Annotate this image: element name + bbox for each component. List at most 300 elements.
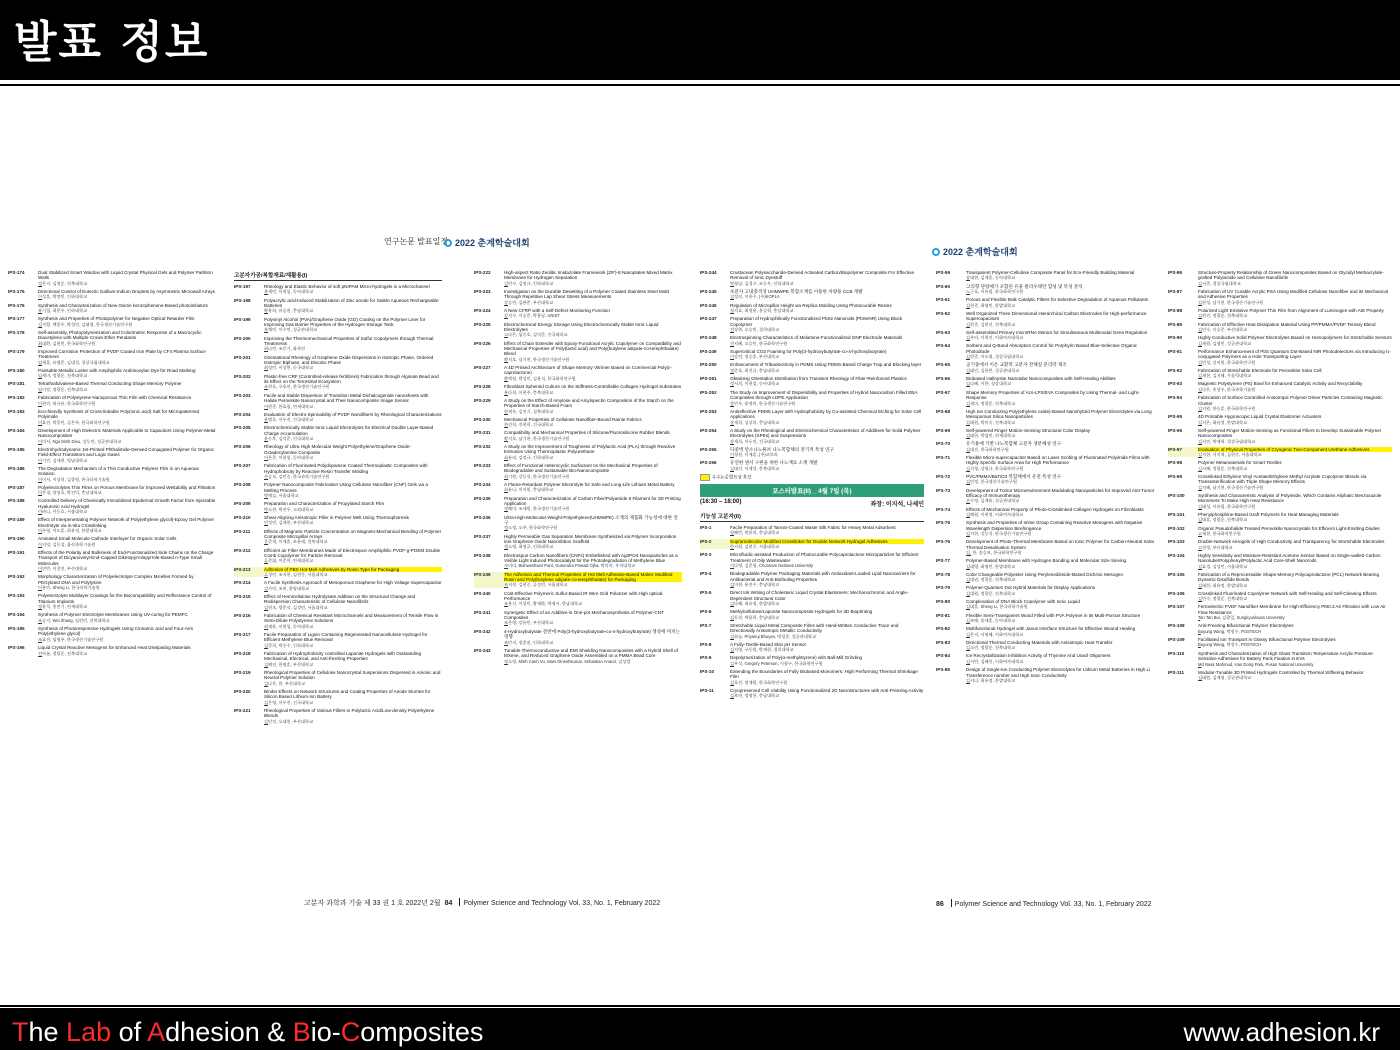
schedule-entry xyxy=(474,553,682,569)
schedule-entry xyxy=(936,311,1160,327)
entry-title: 유기용매 기반 나노복합체 고분자 생분해성 연구 xyxy=(966,441,1062,447)
entry-code: IPS-8 xyxy=(700,641,712,647)
entry-title: Multifunctional Hydrogel with Janus Interface Structure for Effective Wound Healing xyxy=(966,626,1136,632)
schedule-entry xyxy=(700,609,924,620)
entry-authors: 이청원, 이재훈, (주)코브라 xyxy=(730,452,778,458)
entry-code: IPS-227 xyxy=(474,365,491,371)
entry-authors: 이은경, 양성호, 박진덕, 충남대학교 xyxy=(38,490,102,496)
entry-title: Fibroblast Spheroid Culture on the Stiffness-Controllable Collagen Hydrogel Substrates xyxy=(504,384,682,390)
entry-authors: 최유나, 이지원, 충남대학교 xyxy=(504,487,554,493)
entry-authors: 김하늘, Priyanuj Bhuyan, 박성준, 성균관대학교 xyxy=(730,633,817,639)
entry-authors: 고재현, 한국화학연구원 xyxy=(1198,531,1241,536)
entry-authors: 박형남, 김경구, 조동우, 인하대학교 xyxy=(730,280,794,286)
entry-title: Modular-Tunable 3D Printed Hydrogels Controlled by Thermal Stiffening Behavior xyxy=(1198,669,1364,675)
schedule-entry xyxy=(474,534,682,550)
entry-code: IPS-221 xyxy=(234,707,251,713)
entry-code: IPS-212 xyxy=(234,547,251,553)
entry-authors: 김지현, 강동석, 한국생산기술연구원 xyxy=(966,531,1032,536)
entry-title: Electrohydrodynamic Jet-Printed Phthalimide-Derived Conjugated Polymer for Organic Field-Effect Transistors and Logic Gates xyxy=(38,446,214,458)
schedule-entry xyxy=(474,322,682,338)
entry-authors: 김태한, 최유정, 한밭대학교 xyxy=(1198,582,1248,588)
entry-title: Polymer-Quantum Dot Hybrid Materials for Display Applications xyxy=(966,585,1095,591)
schedule-entry xyxy=(8,368,216,379)
entry-authors: 진지혜, 오승민, 한국화학연구원 xyxy=(730,340,788,346)
entry-code: IPS-96 xyxy=(1168,427,1183,433)
entry-code: IPS-186 xyxy=(8,465,25,471)
entry-title: Effect of Interpenetrating Polymer Network of Poly(ethylene glycol)-Epoxy Gel Polymer Electrolyte via in-situ Crosslinking xyxy=(38,517,215,528)
entry-authors: 김지원, 한동훈, 한국화학연구원 xyxy=(1198,405,1256,411)
entry-title: Self-powered Finger Motion-Sensing as Functional Fillers to Develop Sustainable Polymer Nanocomposites xyxy=(1198,427,1382,439)
entry-code: IPS-206 xyxy=(234,444,251,450)
entry-authors: Md Nasir Mahmud, Han Dong Park, Pusan National University xyxy=(1198,661,1314,667)
schedule-entry xyxy=(936,488,1160,504)
highlighted-entry xyxy=(1168,447,1392,458)
entry-code: IPS-78 xyxy=(936,571,951,577)
entry-code: IPS-178 xyxy=(8,329,25,335)
schedule-entry xyxy=(8,536,216,547)
entry-title: Polyelectrolyte Multilayer Coatings for the Biocompatibility and Reflectance Control of Titanium Implants xyxy=(38,593,212,604)
entry-authors: 최나린, 조문기, 화학연 xyxy=(264,346,306,352)
entry-authors: 한선희, 진현희, 건국대학교 xyxy=(504,422,554,428)
schedule-entry xyxy=(234,708,442,724)
entry-authors: 김민정, 한국생산기술연구원 xyxy=(966,479,1017,485)
entry-code: IPS-184 xyxy=(8,427,25,433)
schedule-entry xyxy=(234,594,442,610)
entry-title: Performance Enhancement of PbS Quantum Dot-Based NIR Photodetectors via Introducing π-conjugated Polymers as a Hole Transporting Layer xyxy=(1198,348,1391,360)
entry-title: Improving the Thermomechanical Properties of Sulfur Copolymers through Thermal Treatments xyxy=(264,335,434,347)
entry-code: IPS-211 xyxy=(234,528,251,534)
schedule-entry xyxy=(474,591,682,607)
entry-title: Facile Preparation of Lignin Containing Regenerated Nanocellulose Hydrogel for Efficient Methylene Blue Removal xyxy=(264,631,428,643)
entry-authors: 정지효, 최정윤, 홍승혁, 충남대학교 xyxy=(730,308,794,314)
entry-title: Synthesis of Photoresponsive Hydrogels Using Cinnamic acid and Four-Arm Poly(ethylene glycol) xyxy=(38,626,194,637)
entry-authors: 이효진, 박종민, 김은주, 한국화학연구원 xyxy=(38,419,110,425)
entry-title: Evaluation of Electro-Spinnability of PVDF Nanofibers by Rheological Characterizations xyxy=(264,411,442,417)
schedule-entry xyxy=(8,303,216,314)
entry-authors: Buyung Wang, 박정수, POSTECH xyxy=(1198,628,1262,634)
entry-code: IPS-98 xyxy=(1168,460,1183,466)
entry-code: IPS-181 xyxy=(8,381,25,387)
entry-authors: 임이장, 정광운, 전북대학교 xyxy=(38,386,88,392)
entry-title: Rheology and Elastic Behavior of soft pNIPAM Micro-hydrogels in a Microchannel xyxy=(264,284,430,289)
entry-authors: 김나은, 한, 부산대학교 xyxy=(264,680,306,686)
entry-code: IPS-210 xyxy=(234,514,251,520)
entry-code: IPS-85 xyxy=(936,667,951,673)
entry-authors: 김대진, 한국화학연구원 xyxy=(966,446,1009,452)
schedule-entry xyxy=(1168,526,1392,537)
entry-title: Self-powered Finger Motion-Sensing Structural Color Display xyxy=(966,427,1091,433)
entry-code: IPS-193 xyxy=(8,593,25,599)
journal-page-right xyxy=(930,230,1396,920)
entry-title: Supercritical CO2 Foaming for Poly(3-hydroxybutyrate-co-4-hydroxybutyrate) xyxy=(730,348,887,354)
entry-authors: 최재윤, 이현섭, 동아대학교 xyxy=(264,623,314,629)
schedule-entry xyxy=(1168,381,1392,392)
entry-code: IPS-196 xyxy=(8,645,25,651)
schedule-entry xyxy=(936,330,1160,341)
entry-code: IPS-232 xyxy=(474,443,491,449)
entry-title: 초분자 고내충격성 UHMWPE 복합소재를 이용한 차량용 CCB 개발 xyxy=(730,289,863,295)
poster-session-bar: 포스터발표(II) _ 4월 7일 (목) xyxy=(700,484,924,497)
entry-code: IPS-251 xyxy=(700,376,717,382)
schedule-entry xyxy=(936,640,1160,651)
schedule-entry xyxy=(8,593,216,609)
footer-rule xyxy=(0,1005,1400,1007)
entry-authors: 고다은, 임동호, 김덕준, 건국대학교 xyxy=(504,332,568,338)
schedule-entry xyxy=(1168,572,1392,588)
entry-code: IPS-252 xyxy=(700,389,717,395)
schedule-entry xyxy=(936,520,1160,536)
entry-authors: 문준혁, 이재훈, 조용래, 전북대학교 xyxy=(264,539,328,545)
entry-title: Structure-Property Relationship of Green Nanocomposites Based on Glycidyl Methacrylate-grafted Polylactide and Cellulose Nanofibrils xyxy=(1198,270,1384,281)
circle-bullet-icon xyxy=(444,239,452,247)
entry-authors: 조은영, 강유민, 부산대학교 xyxy=(504,620,554,626)
page-footer: 86 Polymer Science and Technology Vol. 33, No. 1, February 2022 xyxy=(936,901,1152,908)
entry-code: IPS-228 xyxy=(474,384,491,390)
schedule-entry xyxy=(936,558,1160,569)
entry-title: Crustacean Polysaccharide-Derived Activated Carbon/Biopolymer Composite For Effective Removal of Ionic Dyestuff xyxy=(730,270,915,281)
entry-title: 공기중에서 이온 교환막 고분자 전해질 분리막 제조 xyxy=(966,362,1067,368)
entry-code: IPS-107 xyxy=(1168,604,1185,610)
entry-code: IPS-101 xyxy=(1168,511,1185,517)
entry-code: IPS-198 xyxy=(234,297,251,303)
schedule-entry xyxy=(1168,414,1392,425)
entry-title: Fabrication of Fluorinated Polydopamine Coated Thermoplastic Composites with Hydrophobicity by Reactive Resin Transfer Molding xyxy=(264,463,428,474)
schedule-entry xyxy=(700,447,924,458)
entry-code: IPS-239 xyxy=(474,572,504,588)
entry-title: Effect of Chain Extender with Epoxy-Functional Acrylic Copolymer on Compatibility and Mechanical Properties of Poly(lactic acid) and Poly(butylene adipate-co-terephthalate) Blend xyxy=(504,340,681,357)
schedule-entry xyxy=(700,335,924,346)
entry-title: Polymer Nanocomposite Fabrication Using Cellulose Nanofiber (CNF) Gels via a Melting Process xyxy=(264,482,428,493)
entry-code: IPS-10 xyxy=(700,669,715,675)
entry-authors: 김세원, 김영민, 성균관대학교 xyxy=(1198,340,1252,346)
entry-code: IPS-190 xyxy=(8,536,25,542)
entry-authors: 조용신, 이성민, 황재환, 박재서, 한남대학교 xyxy=(504,601,583,607)
schedule-entry xyxy=(8,626,216,642)
conference-heading: 2022 춘계학술대회 xyxy=(444,236,530,249)
schedule-entry xyxy=(474,289,682,305)
entry-code: IPS-97 xyxy=(1168,447,1198,458)
entry-code: IPS-215 xyxy=(234,593,251,599)
entry-title: Adhesion of PBS Hot-Melt Adhesives by Rosin Type for Packaging xyxy=(264,567,442,572)
entry-title: Orientational Rheology of Graphene Oxide Dispersions in Isotropic Phase, Ordered Isotropic Biphase, and Discotic Phase xyxy=(264,354,434,366)
entry-authors: 김주아, 이혁진, 이화여자대학교 xyxy=(966,335,1024,341)
schedule-entry xyxy=(8,517,216,533)
entry-authors: Buyung Wang, 박정수, POSTECH xyxy=(1198,642,1262,648)
schedule-entry xyxy=(474,444,682,460)
entry-code: IPS-90 xyxy=(1168,335,1183,341)
entry-authors: 김가연, 조현, 한양대학교 xyxy=(264,585,310,591)
schedule-entry xyxy=(234,425,442,441)
entry-authors: 이현준, 한효철, 연세대학교 xyxy=(264,403,314,409)
schedule-entry xyxy=(474,308,682,319)
schedule-entry xyxy=(1168,670,1392,681)
entry-title: Highly Sensitivity and Moisture-Resistant Acetone Sensor Based on Single-walled Carbon Nanotube/Polyphenyl/Polylactic Acid Core-Shell Nanorods xyxy=(1198,552,1381,564)
entry-title: Preparation and Characterization of Carbon Fiber/Polyamide 6 Filament for 3D Printing Application xyxy=(504,495,681,506)
entry-title: Rheological Properties of Various Fillers in Polylactic Acid/Low-density Polyethylene Blends xyxy=(264,707,435,719)
schedule-entry xyxy=(1168,539,1392,550)
entry-authors: 고현정, 부산대학교 xyxy=(1198,544,1233,550)
entry-authors: 김현진, 정광운, 전북대학교 xyxy=(1198,313,1248,319)
entry-authors: 김해원, 이현정, 이화여자대학교 xyxy=(966,511,1024,517)
entry-title: The Adhesion and Thermal Properties of Hot Melt Adhesive-Based Maleic Modified Rosin and Poly(butylene adipate-co-terephthalate) for Packaging xyxy=(504,572,682,583)
entry-title: Ferroelectric PVDF Nanofiber Membrane for High-Efficiency PM0.3 Air Filtration with Low Air Flow Resistance xyxy=(1198,604,1386,615)
schedule-entry xyxy=(700,289,924,300)
schedule-entry xyxy=(234,284,442,295)
entry-code: IPS-174 xyxy=(8,270,25,275)
entry-title: Electrospun Carbon Nanofibers (CNFs) Embellished with Ag3PO4 Nanoparticles as a Visible Light Induced Photocatalyst for the Photodegradation of Methylene Blue xyxy=(504,552,678,564)
entry-authors: 김현준, 김현선, 전북대학교 xyxy=(966,321,1016,327)
entry-code: IPS-88 xyxy=(1168,308,1183,314)
entry-authors: 김지혜, 남기현, 한국생산기술연구원 xyxy=(1198,484,1264,490)
entry-title: Rheology of Ultra High Molecular Weight Polyethylene/Graphene Oxide-Octadecylamine Composite xyxy=(264,444,411,455)
schedule-entry xyxy=(8,550,216,571)
entry-code: IPS-246 xyxy=(700,302,717,308)
schedule-entry xyxy=(1168,512,1392,523)
entry-title: Biodegradable Polymer Packaging Materials with Antioxidant-Loaded Lipid Nanocarriers for Antibacterial and Anti-Biofouling Properties xyxy=(730,571,916,582)
entry-title: Polyvinyl Alcohol (PVA)/Graphene Oxide (GO) Coating on the Polymer Liner for Improving Gas Barrier Properties of the Hydrogen Storage Tank xyxy=(264,316,426,328)
entry-code: IPS-109 xyxy=(1168,637,1185,643)
entry-title: Electrochemically Stable Ionic Liquid Electrolytes for Electrical Double Layer-Based Charge Accumulation xyxy=(264,425,434,436)
schedule-entry xyxy=(700,552,924,568)
entry-authors: 이강연, 정승훈, 부산대학교 xyxy=(730,354,780,360)
schedule-column xyxy=(8,270,216,875)
schedule-entry xyxy=(936,284,1160,295)
schedule-entry xyxy=(1168,623,1392,634)
schedule-entry xyxy=(700,669,924,685)
entry-authors: 이기연, 김세현, 영남대학교 xyxy=(38,457,88,463)
section-heading: 고분자가공/복합재료/재활용(I) xyxy=(234,270,442,281)
entry-code: IPS-11 xyxy=(700,688,714,694)
schedule-entry xyxy=(8,428,216,444)
entry-title: Ultra-High-Molecular-Weight-Polyethylene(UHMWPE) 소재의 제품화 가능성에 대한 연구 xyxy=(504,514,678,525)
entry-authors: 한지원, 김현중, 서울대학교 xyxy=(730,543,780,549)
title-banner xyxy=(0,0,1400,80)
entry-code: IPS-229 xyxy=(474,397,491,403)
entry-title: Highly Conductive Solid Polymer Electrolytes Based on Homopolymers for Stretchable Sensors xyxy=(1198,335,1392,341)
schedule-entry xyxy=(8,316,216,327)
entry-authors: 김태성, 이유림, 한국화학연구원 xyxy=(1198,503,1256,509)
schedule-entry xyxy=(474,482,682,493)
entry-authors: 정혜미, 조세원, 한국생산기술연구원 xyxy=(504,506,570,512)
entry-title: Stretchable Liquid Metal Composite Films with Hand-Written Conductive Trace and Directionally Anisotropic Metallic Conductivity xyxy=(730,622,899,634)
schedule-entry xyxy=(700,270,924,286)
entry-authors: 김태인, 김용빈, 성균관대학교 xyxy=(966,367,1020,373)
entry-code: IPS-64 xyxy=(936,343,951,349)
entry-authors: 김소민, 정광운, 전북대학교 xyxy=(966,645,1016,651)
schedule-entry xyxy=(474,398,682,414)
entry-code: IPS-63 xyxy=(936,329,951,335)
entry-code: IPS-195 xyxy=(8,626,25,632)
entry-authors: 정소정, 오주, 한국화학연구원 xyxy=(504,525,558,531)
entry-code: IPS-76 xyxy=(936,539,951,545)
entry-code: IPS-100 xyxy=(1168,492,1185,498)
schedule-entry xyxy=(474,496,682,512)
entry-title: Fabrication of UV Curable Acrylic PSA Using Modified Cellulose Nanofiber and its Mechanical and Adhesive Properties xyxy=(1198,289,1388,300)
journal-page-left xyxy=(4,230,700,920)
entry-title: Synthesis and Properties of Imine Group Containing Reactive Mesogens with Negative Wavelength Dispersion Birefringence xyxy=(966,520,1143,531)
entry-title: Transparent Polymer-Cellulose Composite Panel for Eco-Friendly Building Material xyxy=(966,270,1135,275)
schedule-column xyxy=(474,270,682,875)
entry-title: Anti-Freezing Bifunctional Polymer Electrolytes xyxy=(1198,623,1294,629)
schedule-entry xyxy=(936,343,1160,359)
schedule-entry xyxy=(1168,289,1392,305)
entry-code: IPS-205 xyxy=(234,425,251,431)
entry-title: Self-assembled Primary microRNA Mimics for Simultaneous Multimodal Gene Regulation xyxy=(966,329,1148,335)
entry-authors: 박소현, 박진우, 고려대학교 xyxy=(264,506,314,512)
entry-title: Regulation of Micropillar Height via Replica Molding Using Photocurable Resins xyxy=(730,302,892,308)
entry-authors: 김새미, 정광운, 전북대학교 xyxy=(966,400,1016,406)
entry-title: Polymer Metamaterials for Smart Textiles xyxy=(1198,460,1282,466)
entry-title: Methylcellulose/Laponite Nanocomposite Hydrogels for 3D Bioprinting xyxy=(730,609,873,615)
entry-title: Controlled Delivery of Chemically Immobilized Epidermal Growth Factor from Injectable Hyaluronic Acid Hydrogel xyxy=(38,498,216,509)
entry-title: Sorbent and Q-Band Absorption Control for Porphyrin Based Blue-Selective Organic Photodiode xyxy=(966,343,1138,354)
page-footer: 고분자 과학과 기술 제 33 권 1 호 2022년 2월 84 Polymer Science and Technology Vol. 33, No. 1, February 2022 xyxy=(304,900,661,907)
schedule-entry xyxy=(700,460,924,471)
entry-code: IPS-5 xyxy=(700,590,712,596)
entry-authors: 김보배, 송세훈, 동아대학교 xyxy=(966,618,1016,624)
entry-code: IPS-231 xyxy=(474,430,491,436)
entry-title: Microfluidic-assisted Production of Photocurable Polycaprolactone Microparticles for Efficient Treatment of Oily Wastewater xyxy=(730,552,919,563)
entry-title: Rheological Properties of Cellulose Nanocrystal Suspensions Dispersed in Anionic and Neutral Polymer Solution xyxy=(264,669,441,681)
entry-code: IPS-202 xyxy=(234,373,251,379)
entry-authors: 조현호, 구호연, 한국생산기술연구원 xyxy=(264,384,330,390)
schedule-entry xyxy=(8,485,216,496)
entry-title: Investigation on the Durable Dewetting of a Polymer Coated Stainless Steel Mold Through Repetitive Lap Shear Stress Measurements xyxy=(504,289,669,300)
entry-authors: 윤병호, 이두진, 건국대학교 xyxy=(264,417,314,423)
entry-code: IPS-67 xyxy=(936,389,951,395)
entry-title: Liquid Crystal Reactive Mesogens for Enhanced Heat Dissipating Materials xyxy=(38,645,191,651)
entry-title: 4-Hydroxybutyrate 전반에 Poly(3-hydroxybutyrate-co-4-hydroxybutyrate) 생성에 미치는 영향 xyxy=(504,628,681,640)
entry-code: IPS-82 xyxy=(936,626,951,632)
entry-code: IPS-209 xyxy=(234,501,251,507)
entry-title: Phenylphosphine-Based Graft Polymers for Heat Managing Materials xyxy=(1198,511,1339,517)
entry-title: Synthesis and Characterization of New Oxime benzophenone-Based photoinitiators xyxy=(38,302,208,308)
entry-code: IPS-74 xyxy=(936,506,951,512)
entry-authors: 김민수, 정광운, 전북대학교 xyxy=(1198,596,1248,602)
entry-code: IPS-177 xyxy=(8,316,25,322)
schedule-entry xyxy=(700,428,924,444)
entry-code: IPS-234 xyxy=(474,481,491,487)
entry-authors: 정서희, 이현섭, 동아대학교 xyxy=(730,381,780,387)
entry-authors: 정은지, 김정운, 전북대학교 xyxy=(38,280,88,286)
entry-authors: 전아름, 정광운, 전북대학교 xyxy=(38,650,88,656)
schedule-entry xyxy=(8,381,216,392)
schedule-entry xyxy=(474,648,682,664)
schedule-entry xyxy=(936,585,1160,596)
entry-authors: 김해진, 한영훈, 부산대학교 xyxy=(264,661,314,667)
entry-code: IPS-95 xyxy=(1168,414,1183,420)
schedule-entry xyxy=(700,571,924,587)
schedule-entry xyxy=(700,316,924,332)
entry-authors: 김현성, 남기현, 한국생산기술연구원 xyxy=(1198,299,1264,305)
section-heading: 기능성 고분자(II) xyxy=(700,511,924,522)
entry-authors: 김은영, 이두진, 건국대학교 xyxy=(264,699,314,705)
entry-code: IPS-224 xyxy=(474,308,491,314)
entry-code: IPS-175 xyxy=(8,289,25,295)
entry-title: Eco-friendly Synthesis of Cross-linkable Poly(ionic acid) Salt for Micropatterned Polyimide xyxy=(38,408,200,420)
entry-authors: 노근호, 이유림, 한국화학연구원 xyxy=(966,289,1024,295)
schedule-entry xyxy=(8,330,216,346)
entry-code: IPS-2 xyxy=(700,539,730,550)
entry-authors: 김미현, 윤진수, 충남대학교 xyxy=(730,582,780,587)
entry-authors: 김다혜, 이한, 경상대학교 xyxy=(966,381,1012,387)
entry-title: Color Changeable Polyester Using Perylenediimide-Based Dichroic Mesogen xyxy=(966,571,1124,577)
entry-authors: 정소영, 최정균, 인하대학교 xyxy=(504,544,554,550)
entry-code: IPS-110 xyxy=(1168,650,1185,656)
entry-authors: 이미서, Ngo Minh Dieu, 강동연, 성균관대학교 xyxy=(38,438,122,444)
entry-code: IPS-201 xyxy=(234,354,251,360)
entry-authors: 김다혜, 최유정, 한밭대학교 xyxy=(730,601,780,607)
schedule-entry xyxy=(234,670,442,686)
schedule-entry xyxy=(936,626,1160,637)
entry-authors: 김태원, 박미숙, 전북대학교 xyxy=(966,419,1016,425)
entry-authors: 홍세민, 이현섭, 동아대학교 xyxy=(264,289,314,295)
entry-authors: 김현준, 이도영, 경상국립대학교 xyxy=(966,354,1024,360)
entry-authors: 최대환, 김현민, 한국화학연구원 xyxy=(38,340,96,346)
entry-code: IPS-83 xyxy=(936,639,951,645)
schedule-column xyxy=(1168,270,1392,875)
entry-code: IPS-62 xyxy=(936,310,951,316)
entry-authors: 이다영, 김준형, Chonnam National University xyxy=(730,562,814,568)
schedule-entry xyxy=(1168,460,1392,471)
entry-title: A 4D Printed Architecture of Shape Memory Vitrimer Based on Commercial Poly(ε-caprolactone) xyxy=(504,365,672,376)
entry-title: Supramolecular Modified Crosslinker for Double Network Hydrogel Adhesives xyxy=(730,539,924,544)
entry-code: IPS-248 xyxy=(700,335,717,341)
schedule-entry xyxy=(1168,553,1392,569)
entry-code: IPS-102 xyxy=(1168,525,1185,531)
entry-authors: 윤동후, 김덕준, 건국대학교 xyxy=(264,436,314,442)
entry-authors: 이용민, Sheng Li, 한국과학기술원 xyxy=(38,585,100,591)
entry-authors: 김호진, 정재원, 한국화학연구원 xyxy=(730,679,788,685)
entry-title: Synergetic Effect of an Additive in One-pot Mechanosynthesis of Polymer-CNT Composites xyxy=(504,609,664,621)
schedule-entry xyxy=(700,688,924,699)
entry-authors: 김지나, 최유정, 한밭대학교 xyxy=(966,677,1016,683)
website-link[interactable]: www.adhesion.kr xyxy=(1183,1017,1380,1047)
schedule-entry xyxy=(936,441,1160,452)
entry-title: Preparation of Hydrophilically Functionalized PbSe Nanorods (PbSeNR) Using Block Copolymer xyxy=(730,316,903,327)
entry-title: Polymer-Based Membrane with Hydrogen Bonding and Molecular Size Sieving xyxy=(966,558,1127,564)
entry-title: A Facile Synthesis Approach of Mesoporous Graphene for High Voltage Supercapacitor xyxy=(264,580,442,586)
entry-authors: 김, 한, 송승보, 한국화학연구원 xyxy=(966,550,1022,556)
schedule-entry xyxy=(8,349,216,365)
entry-title: Effect of Functional Heterocyclic Surfactant on the Mechanical Properties of Biodegradable and Sustainable Bio-Nanocomposite xyxy=(504,462,658,474)
entry-authors: 김민성, 강지원, 한국화학연구원 xyxy=(1198,359,1256,365)
entry-title: Efficient air Filter Membranes Made of Electrospun Amphiphilic PVDF-g-POEM Double Comb Copolymer for Particle Removal xyxy=(264,547,441,559)
entry-code: IPS-203 xyxy=(234,392,251,398)
entry-authors: 장세희, 김상희, 충남대학교 xyxy=(730,419,780,425)
entry-code: IPS-70 xyxy=(936,441,951,447)
schedule-entry xyxy=(936,539,1160,555)
entry-code: IPS-219 xyxy=(234,669,251,675)
lab-name: The Lab of Adhesion & Bio-Composites xyxy=(12,1017,484,1047)
entry-title: Fabrication of Polystyrene Nanoporous Thin Film with Chemical Resistance xyxy=(38,395,192,401)
schedule-entry xyxy=(8,498,216,514)
entry-code: IPS-176 xyxy=(8,302,25,308)
schedule-entry xyxy=(234,689,442,705)
entry-title: Evaluation of Physical Properties of Cryogenic Two-Component Urethane Adhesives xyxy=(1198,447,1392,452)
entry-authors: 김동현, 박윤희, 충남대학교 xyxy=(730,614,780,620)
schedule-entry xyxy=(1168,651,1392,667)
entry-authors: 김지연, 박재혁, 경상국립대학교 xyxy=(1198,438,1256,444)
entry-title: Cost-Effective Polymeric Sulfur-Based IR Wire Grid Polarizer with High optical Performance xyxy=(504,590,663,602)
entry-authors: 김보연, 정영헌, 충남대학교 xyxy=(730,693,780,699)
entry-authors: 임세미, 정광운, 전북대학교 xyxy=(38,373,88,379)
entry-code: IPS-243 xyxy=(474,647,491,653)
schedule-entry xyxy=(234,482,442,498)
schedule-entry xyxy=(1168,349,1392,365)
entry-title: Morphology Characterization of Polyelectrolyte Complex Micelles Formed by PEGylated DNA and Polylysine xyxy=(38,574,194,585)
schedule-entry xyxy=(936,270,1160,281)
